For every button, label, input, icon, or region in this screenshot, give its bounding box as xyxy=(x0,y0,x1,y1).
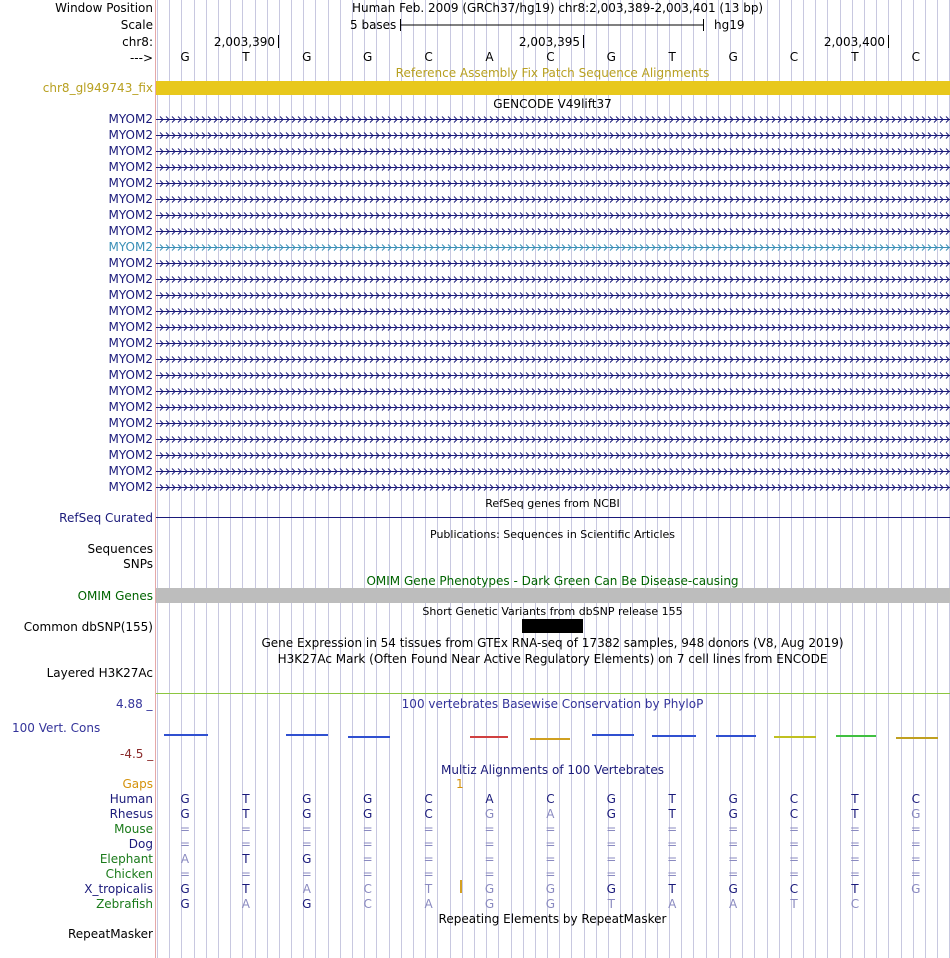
multiz-base: = xyxy=(240,867,251,881)
gencode-transcript-label[interactable]: MYOM2 xyxy=(108,256,153,270)
multiz-base: = xyxy=(728,822,739,836)
gencode-transcript[interactable] xyxy=(156,325,950,331)
assembly-label: hg19 xyxy=(714,18,745,32)
gencode-transcript[interactable] xyxy=(156,357,950,363)
multiz-base: T xyxy=(851,792,859,806)
fix-patch-track-title: Reference Assembly Fix Patch Sequence Alignments xyxy=(395,66,710,80)
position-tick-mark xyxy=(583,35,584,48)
publications-track-title: Publications: Sequences in Scientific Articles xyxy=(430,528,675,541)
multiz-base: C xyxy=(424,807,433,821)
gencode-transcript[interactable] xyxy=(156,309,950,315)
multiz-base: G xyxy=(484,882,495,896)
multiz-base: C xyxy=(789,792,799,806)
position-tick-label: 2,003,390 xyxy=(213,35,275,49)
multiz-base: A xyxy=(424,897,433,911)
gtex-track-title: Gene Expression in 54 tissues from GTEx RNA-seq of 17382 samples, 948 donors (V8, Aug 2019) xyxy=(261,636,844,650)
gencode-transcript[interactable] xyxy=(156,213,950,219)
multiz-base: = xyxy=(910,822,921,836)
multiz-base: T xyxy=(851,882,859,896)
multiz-base: T xyxy=(668,792,676,806)
gencode-transcript[interactable] xyxy=(156,165,950,171)
multiz-base: = xyxy=(728,852,739,866)
gencode-transcript[interactable] xyxy=(156,293,950,299)
multiz-base: = xyxy=(362,867,373,881)
multiz-base: = xyxy=(484,837,495,851)
multiz-track-title: Multiz Alignments of 100 Vertebrates xyxy=(440,763,665,777)
multiz-base: T xyxy=(424,882,433,896)
multiz-base: T xyxy=(242,852,250,866)
chrom-label: chr8: xyxy=(122,35,153,49)
multiz-base: G xyxy=(180,807,190,821)
multiz-base: G xyxy=(302,792,312,806)
multiz-base: = xyxy=(910,867,921,881)
gencode-transcript[interactable] xyxy=(156,117,950,123)
phylop-min-label: -4.5 _ xyxy=(120,747,154,761)
multiz-base: T xyxy=(668,807,676,821)
gencode-transcript-label[interactable]: MYOM2 xyxy=(108,352,153,366)
multiz-base: A xyxy=(546,807,555,821)
gencode-transcript-label[interactable]: MYOM2 xyxy=(108,160,153,174)
gencode-transcript-label[interactable]: MYOM2 xyxy=(108,208,153,222)
multiz-base: = xyxy=(667,822,678,836)
multiz-base: = xyxy=(667,852,678,866)
refseq-gene-line[interactable] xyxy=(156,517,950,518)
gencode-transcript[interactable] xyxy=(156,341,950,347)
gencode-transcript[interactable] xyxy=(156,485,950,491)
multiz-species-label[interactable]: Rhesus xyxy=(109,807,153,821)
gencode-transcript-label[interactable]: MYOM2 xyxy=(108,400,153,414)
fix-patch-label[interactable]: chr8_gl949743_fix xyxy=(42,81,153,95)
gencode-transcript-label[interactable]: MYOM2 xyxy=(108,176,153,190)
sequence-base: T xyxy=(668,50,676,64)
sequence-base: C xyxy=(546,50,555,64)
browser-title: Human Feb. 2009 (GRCh37/hg19) chr8:2,003,389-2,003,401 (13 bp) xyxy=(352,1,764,15)
multiz-base: = xyxy=(849,867,860,881)
gencode-transcript[interactable] xyxy=(156,149,950,155)
gencode-transcript[interactable] xyxy=(156,389,950,395)
multiz-base: = xyxy=(606,837,617,851)
gencode-transcript-label[interactable]: MYOM2 xyxy=(108,240,153,254)
multiz-base: = xyxy=(301,822,312,836)
multiz-base: G xyxy=(545,897,556,911)
position-tick-label: 2,003,395 xyxy=(518,35,580,49)
multiz-base: G xyxy=(606,792,616,806)
multiz-base: T xyxy=(242,792,250,806)
multiz-base: A xyxy=(485,792,494,806)
multiz-base: = xyxy=(910,837,921,851)
gencode-transcript[interactable] xyxy=(156,405,950,411)
dbsnp-variant-block[interactable] xyxy=(522,619,583,633)
gap-marker: 1 xyxy=(456,777,464,791)
multiz-base: = xyxy=(179,837,191,851)
multiz-base: T xyxy=(851,807,859,821)
scale-bar xyxy=(398,17,708,33)
multiz-base: = xyxy=(849,837,860,851)
h3k27ac-track-title: H3K27Ac Mark (Often Found Near Active Regulatory Elements) on 7 cell lines from ENCODE xyxy=(277,652,828,666)
multiz-base: A xyxy=(180,852,190,866)
multiz-base: C xyxy=(363,882,372,896)
multiz-base: = xyxy=(728,867,739,881)
sequence-base: G xyxy=(728,50,738,64)
position-tick-label: 2,003,400 xyxy=(823,35,885,49)
multiz-base: G xyxy=(363,792,373,806)
gencode-transcript-label[interactable]: MYOM2 xyxy=(108,432,153,446)
multiz-base: G xyxy=(180,897,190,911)
multiz-base: = xyxy=(545,837,556,851)
multiz-base: = xyxy=(788,867,800,881)
gencode-transcript-label[interactable]: MYOM2 xyxy=(108,272,153,286)
multiz-base: A xyxy=(668,897,677,911)
multiz-base: = xyxy=(788,837,800,851)
multiz-base: = xyxy=(606,867,617,881)
fix-patch-bar[interactable] xyxy=(156,81,950,95)
h3k27ac-baseline xyxy=(156,693,950,694)
multiz-base: G xyxy=(911,807,921,821)
gencode-transcript-label[interactable]: MYOM2 xyxy=(108,416,153,430)
gencode-transcript-label[interactable]: MYOM2 xyxy=(108,112,153,126)
gencode-transcript[interactable] xyxy=(156,261,950,267)
multiz-base: G xyxy=(302,807,312,821)
gencode-transcript-label[interactable]: MYOM2 xyxy=(108,448,153,462)
multiz-base: G xyxy=(728,807,738,821)
gencode-transcript-label[interactable]: MYOM2 xyxy=(108,480,153,494)
gencode-transcript-label[interactable]: MYOM2 xyxy=(108,192,153,206)
refseq-track-title: RefSeq genes from NCBI xyxy=(485,497,620,510)
multiz-base: G xyxy=(180,792,190,806)
gencode-transcript-label[interactable]: MYOM2 xyxy=(108,304,153,318)
gencode-transcript[interactable] xyxy=(156,229,950,235)
multiz-base: A xyxy=(728,897,738,911)
multiz-base: G xyxy=(728,882,738,896)
multiz-base: = xyxy=(423,852,434,866)
gencode-transcript-label[interactable]: MYOM2 xyxy=(108,128,153,142)
phylop-signal[interactable] xyxy=(156,728,950,744)
sequence-base: G xyxy=(606,50,616,64)
multiz-base: G xyxy=(302,897,312,911)
h3k27ac-label[interactable]: Layered H3K27Ac xyxy=(46,666,153,680)
multiz-base: = xyxy=(362,837,373,851)
sequence-base: C xyxy=(789,50,799,64)
multiz-base: = xyxy=(423,867,434,881)
gencode-transcript[interactable] xyxy=(156,373,950,379)
strand-label: ---> xyxy=(129,51,153,65)
phylop-track-title: 100 vertebrates Basewise Conservation by PhyloP xyxy=(401,697,704,711)
gencode-transcript-label[interactable]: MYOM2 xyxy=(108,336,153,350)
gencode-transcript[interactable] xyxy=(156,245,950,251)
multiz-base: A xyxy=(241,897,250,911)
window-position-label: Window Position xyxy=(55,1,153,15)
multiz-base: T xyxy=(242,882,250,896)
multiz-base: = xyxy=(667,867,678,881)
multiz-base: = xyxy=(728,837,739,851)
multiz-base: T xyxy=(790,897,798,911)
multiz-base: = xyxy=(545,822,556,836)
multiz-base: C xyxy=(850,897,860,911)
multiz-base: G xyxy=(302,852,312,866)
multiz-base: = xyxy=(667,837,678,851)
multiz-base: C xyxy=(789,807,799,821)
gencode-transcript[interactable] xyxy=(156,421,950,427)
sequence-base: G xyxy=(363,50,373,64)
sequence-base: A xyxy=(485,50,494,64)
gencode-track-title: GENCODE V49lift37 xyxy=(493,97,612,111)
multiz-base: = xyxy=(240,837,251,851)
multiz-base: C xyxy=(424,792,433,806)
multiz-base: G xyxy=(484,897,495,911)
phylop-label[interactable]: 100 Vert. Cons xyxy=(12,721,101,735)
multiz-base: G xyxy=(728,792,738,806)
multiz-base: = xyxy=(484,852,495,866)
gencode-transcript[interactable] xyxy=(156,181,950,187)
multiz-base: = xyxy=(179,822,191,836)
publications-sequences-label[interactable]: Sequences xyxy=(87,542,153,556)
sequence-base: T xyxy=(851,50,859,64)
multiz-species-label[interactable]: Mouse xyxy=(114,822,153,836)
dbsnp-label[interactable]: Common dbSNP(155) xyxy=(23,620,153,634)
multiz-base: T xyxy=(668,882,676,896)
multiz-base: = xyxy=(545,867,556,881)
multiz-base: G xyxy=(180,882,190,896)
multiz-base: G xyxy=(363,807,373,821)
gencode-transcript[interactable] xyxy=(156,469,950,475)
gencode-transcript[interactable] xyxy=(156,277,950,283)
multiz-base: G xyxy=(911,882,921,896)
gencode-transcript[interactable] xyxy=(156,133,950,139)
multiz-base: = xyxy=(362,822,373,836)
multiz-base: = xyxy=(423,822,434,836)
multiz-species-label[interactable]: Zebrafish xyxy=(96,897,153,911)
multiz-base: = xyxy=(788,852,800,866)
multiz-base: C xyxy=(546,792,555,806)
position-tick-mark xyxy=(888,35,889,48)
omim-gene-bar[interactable] xyxy=(156,588,950,603)
gencode-transcript-label[interactable]: MYOM2 xyxy=(108,320,153,334)
sequence-base: C xyxy=(424,50,433,64)
phylop-max-label: 4.88 _ xyxy=(116,697,153,711)
sequence-base: G xyxy=(302,50,312,64)
multiz-species-label[interactable]: Dog xyxy=(128,837,153,851)
multiz-species-label[interactable]: Human xyxy=(109,792,153,806)
publications-snps-label[interactable]: SNPs xyxy=(123,557,153,571)
multiz-species-label[interactable]: Chicken xyxy=(105,867,153,881)
multiz-base: = xyxy=(423,837,434,851)
gencode-transcript-label[interactable]: MYOM2 xyxy=(108,384,153,398)
multiz-base: = xyxy=(484,822,495,836)
multiz-species-label[interactable]: X_tropicalis xyxy=(84,882,153,896)
repeatmasker-label[interactable]: RepeatMasker xyxy=(67,927,153,941)
multiz-base: G xyxy=(484,807,495,821)
scale-label: Scale xyxy=(120,18,153,32)
refseq-label[interactable]: RefSeq Curated xyxy=(59,511,153,525)
gencode-transcript[interactable] xyxy=(156,197,950,203)
multiz-base: A xyxy=(302,882,311,896)
gencode-transcript-label[interactable]: MYOM2 xyxy=(108,368,153,382)
gencode-transcript-label[interactable]: MYOM2 xyxy=(108,288,153,302)
position-tick-mark xyxy=(278,35,279,48)
multiz-base: = xyxy=(301,867,312,881)
multiz-base: = xyxy=(362,852,373,866)
multiz-base: C xyxy=(363,897,372,911)
gencode-transcript-label[interactable]: MYOM2 xyxy=(108,144,153,158)
gencode-transcript-label[interactable]: MYOM2 xyxy=(108,464,153,478)
multiz-base: G xyxy=(606,807,616,821)
omim-label[interactable]: OMIM Genes xyxy=(77,589,153,603)
multiz-base: = xyxy=(849,822,860,836)
gaps-label: Gaps xyxy=(122,777,153,791)
gencode-transcript-label[interactable]: MYOM2 xyxy=(108,224,153,238)
gencode-transcript[interactable] xyxy=(156,453,950,459)
sequence-base: C xyxy=(911,50,920,64)
gencode-transcripts[interactable] xyxy=(156,110,950,495)
multiz-base: C xyxy=(789,882,799,896)
multiz-base: T xyxy=(607,897,615,911)
multiz-base: = xyxy=(606,822,617,836)
repeatmasker-track-title: Repeating Elements by RepeatMasker xyxy=(438,912,667,926)
gencode-transcript[interactable] xyxy=(156,437,950,443)
multiz-base: = xyxy=(545,852,556,866)
multiz-base: T xyxy=(242,807,250,821)
multiz-base: = xyxy=(788,822,800,836)
insertion-marker xyxy=(460,880,462,893)
dbsnp-track-title: Short Genetic Variants from dbSNP release 155 xyxy=(422,605,683,618)
multiz-base: G xyxy=(545,882,556,896)
multiz-species-label[interactable]: Elephant xyxy=(99,852,153,866)
multiz-base: = xyxy=(240,822,251,836)
multiz-base: C xyxy=(911,792,920,806)
multiz-base: = xyxy=(179,867,191,881)
multiz-base: = xyxy=(484,867,495,881)
multiz-base: = xyxy=(606,852,617,866)
sequence-base: T xyxy=(242,50,250,64)
multiz-base: = xyxy=(849,852,860,866)
scale-text: 5 bases xyxy=(350,18,397,32)
multiz-base: = xyxy=(910,852,921,866)
sequence-base: G xyxy=(180,50,190,64)
multiz-base: = xyxy=(301,837,312,851)
omim-track-title: OMIM Gene Phenotypes - Dark Green Can Be Disease-causing xyxy=(366,574,739,588)
multiz-base: G xyxy=(606,882,616,896)
